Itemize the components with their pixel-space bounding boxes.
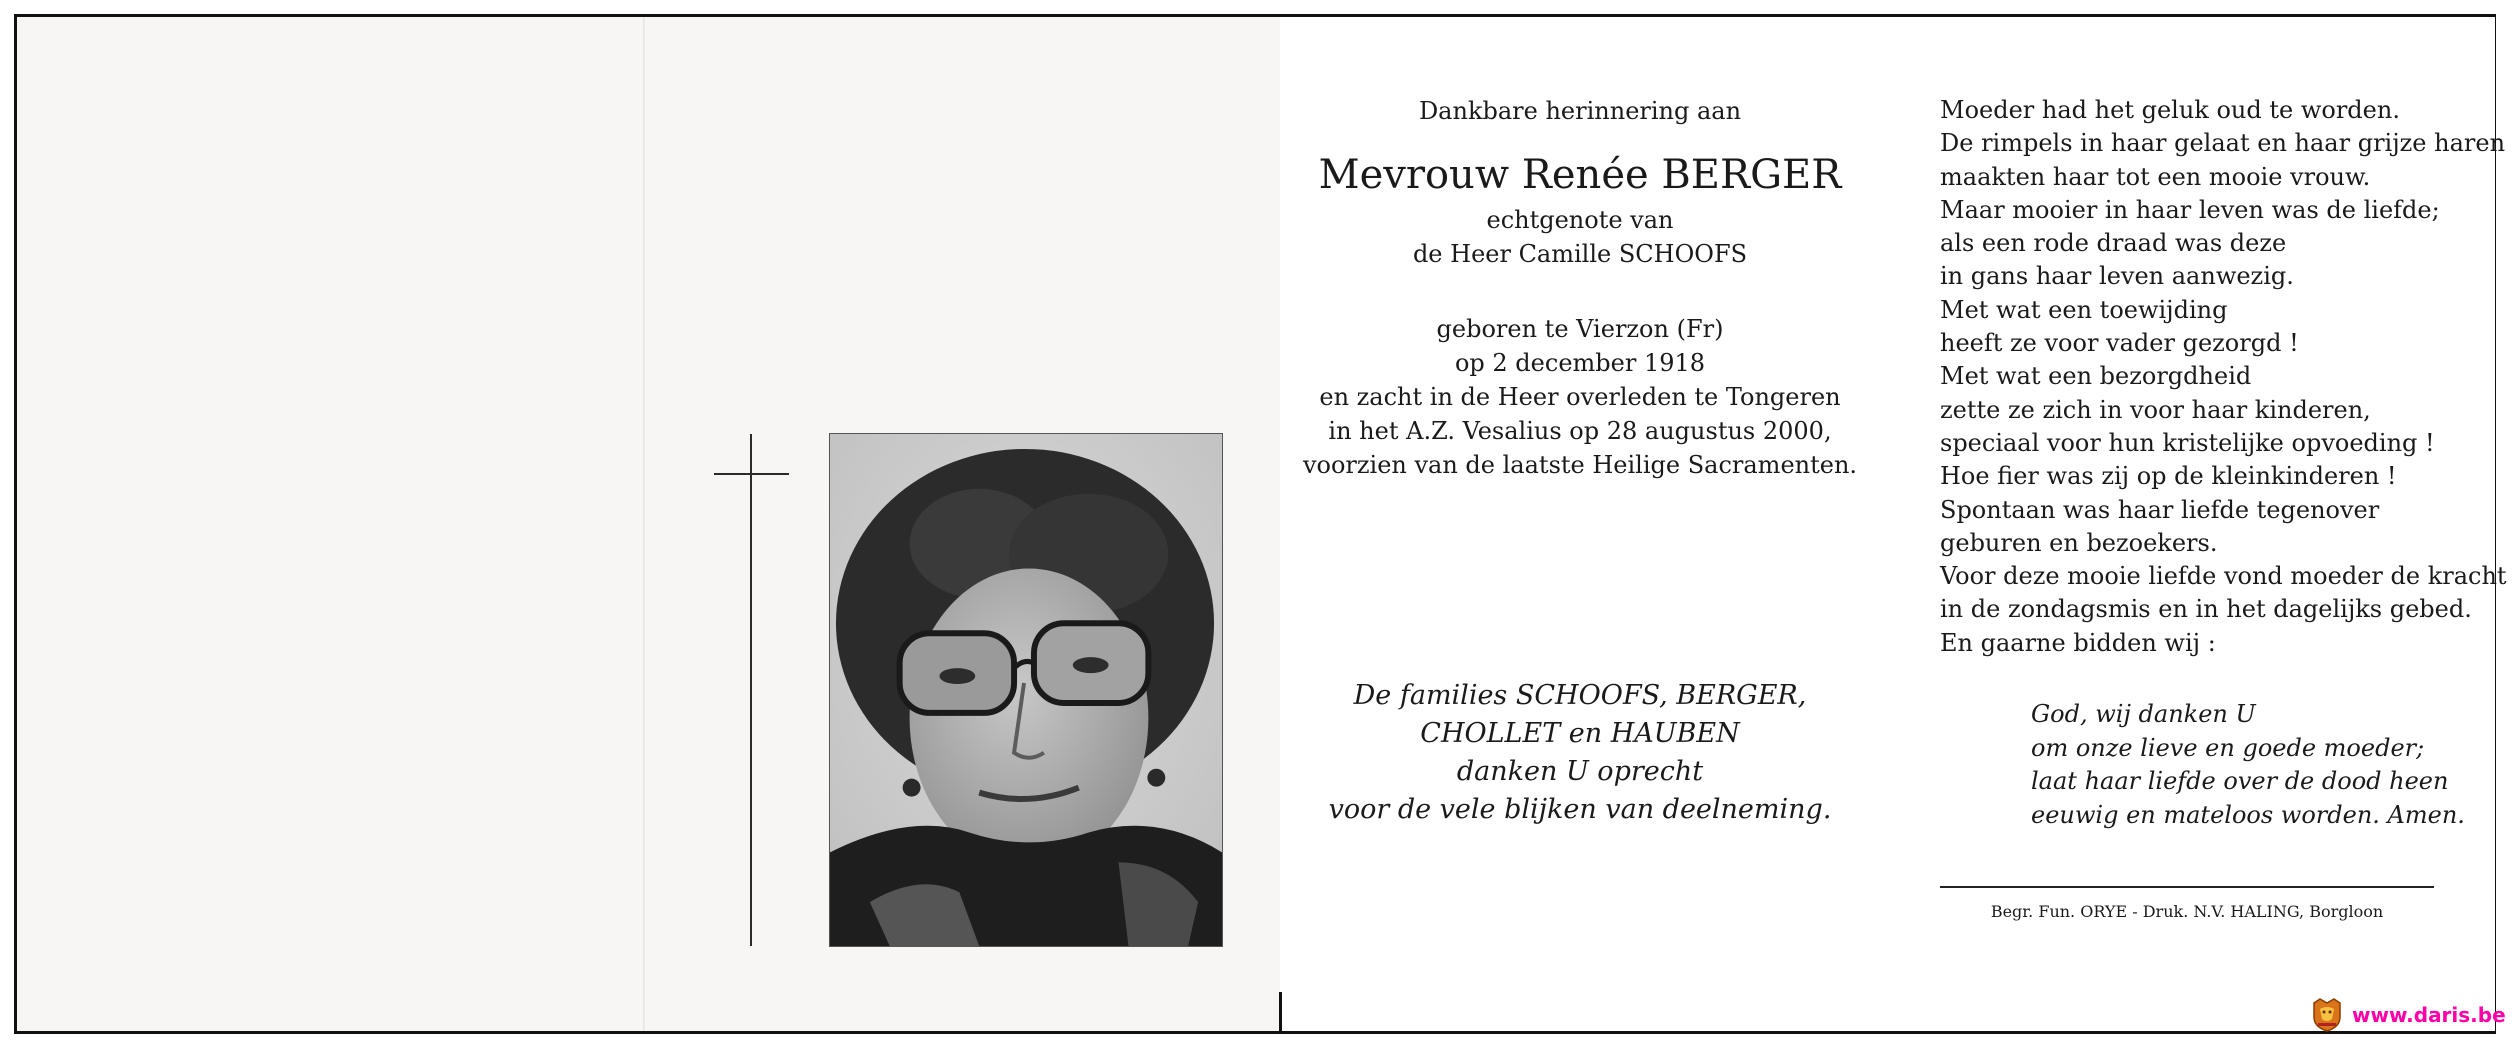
- poem-line: Spontaan was haar liefde tegenover: [1940, 495, 2380, 524]
- watermark[interactable]: [2310, 997, 2506, 1033]
- spouse-line: de Heer Camille SCHOOFS: [1412, 240, 1748, 268]
- poem-line: Met wat een toewijding: [1940, 295, 2228, 324]
- portrait-photo-image: [830, 434, 1222, 946]
- poem-line: maakten haar tot een mooie vrouw.: [1940, 162, 2371, 191]
- intro-text: Dankbare herinnering aan: [1418, 97, 1742, 125]
- prayer-line: eeuwig en mateloos worden. Amen.: [2031, 800, 2465, 829]
- printer-credit: Begr. Fun. ORYE - Druk. N.V. HALING, Borgloon: [1990, 902, 2384, 921]
- birth-death-block: [1300, 312, 1860, 482]
- spouse-line: echtgenote van: [1486, 206, 1674, 234]
- poem-block: [1940, 94, 2507, 660]
- watermark-text[interactable]: www.daris.be: [2352, 1003, 2506, 1027]
- poem-line: speciaal voor hun kristelijke opvoeding !: [1940, 428, 2435, 457]
- poem-line: Met wat een bezorgdheid: [1940, 362, 2252, 391]
- cross-icon-vertical: [750, 434, 752, 946]
- families-line: voor de vele blijken van deelneming.: [1328, 794, 1832, 825]
- card-fold-line: [643, 17, 645, 1031]
- poem-line: heeft ze voor vader gezorgd !: [1940, 329, 2299, 358]
- deceased-name: Mevrouw Renée BERGER: [1318, 152, 1842, 198]
- prayer-block: [2031, 698, 2491, 832]
- lion-crest-icon: [2310, 997, 2344, 1033]
- poem-line: Voor deze mooie liefde vond moeder de kracht: [1940, 562, 2507, 591]
- poem-line: En gaarne bidden wij :: [1940, 628, 2216, 657]
- poem-line: Hoe fier was zij op de kleinkinderen !: [1940, 462, 2397, 491]
- birth-death-line: in het A.Z. Vesalius op 28 augustus 2000,: [1328, 417, 1832, 445]
- poem-line: in gans haar leven aanwezig.: [1940, 262, 2294, 291]
- poem-line: zette ze zich in voor haar kinderen,: [1940, 395, 2371, 424]
- cross-icon-horizontal: [714, 473, 789, 475]
- birth-death-line: voorzien van de laatste Heilige Sacramenten.: [1302, 451, 1858, 479]
- birth-death-line: op 2 december 1918: [1454, 349, 1706, 377]
- prayer-line: om onze lieve en goede moeder;: [2031, 733, 2425, 762]
- families-line: danken U oprecht: [1456, 756, 1704, 787]
- portrait-photo: [829, 433, 1223, 947]
- families-line: De families SCHOOFS, BERGER,: [1353, 680, 1807, 711]
- prayer-line: God, wij danken U: [2031, 700, 2256, 728]
- families-thanks-block: [1300, 677, 1860, 829]
- poem-line: in de zondagsmis en in het dagelijks gebed.: [1940, 595, 2472, 624]
- birth-death-line: en zacht in de Heer overleden te Tongeren: [1319, 383, 1841, 411]
- poem-line: als een rode draad was deze: [1940, 229, 2287, 258]
- poem-line: Maar mooier in haar leven was de liefde;: [1940, 195, 2440, 224]
- poem-line: geburen en bezoekers.: [1940, 528, 2218, 557]
- poem-line: Moeder had het geluk oud te worden.: [1940, 96, 2400, 124]
- families-line: CHOLLET en HAUBEN: [1420, 718, 1740, 749]
- spouse-block: [1300, 203, 1860, 271]
- poem-line: De rimpels in haar gelaat en haar grijze haren: [1940, 129, 2506, 158]
- footer-divider: [1940, 886, 2434, 888]
- birth-death-line: geboren te Vierzon (Fr): [1436, 315, 1724, 343]
- card-corner-mark: [1279, 992, 1282, 1032]
- prayer-line: laat haar liefde over de dood heen: [2031, 767, 2449, 795]
